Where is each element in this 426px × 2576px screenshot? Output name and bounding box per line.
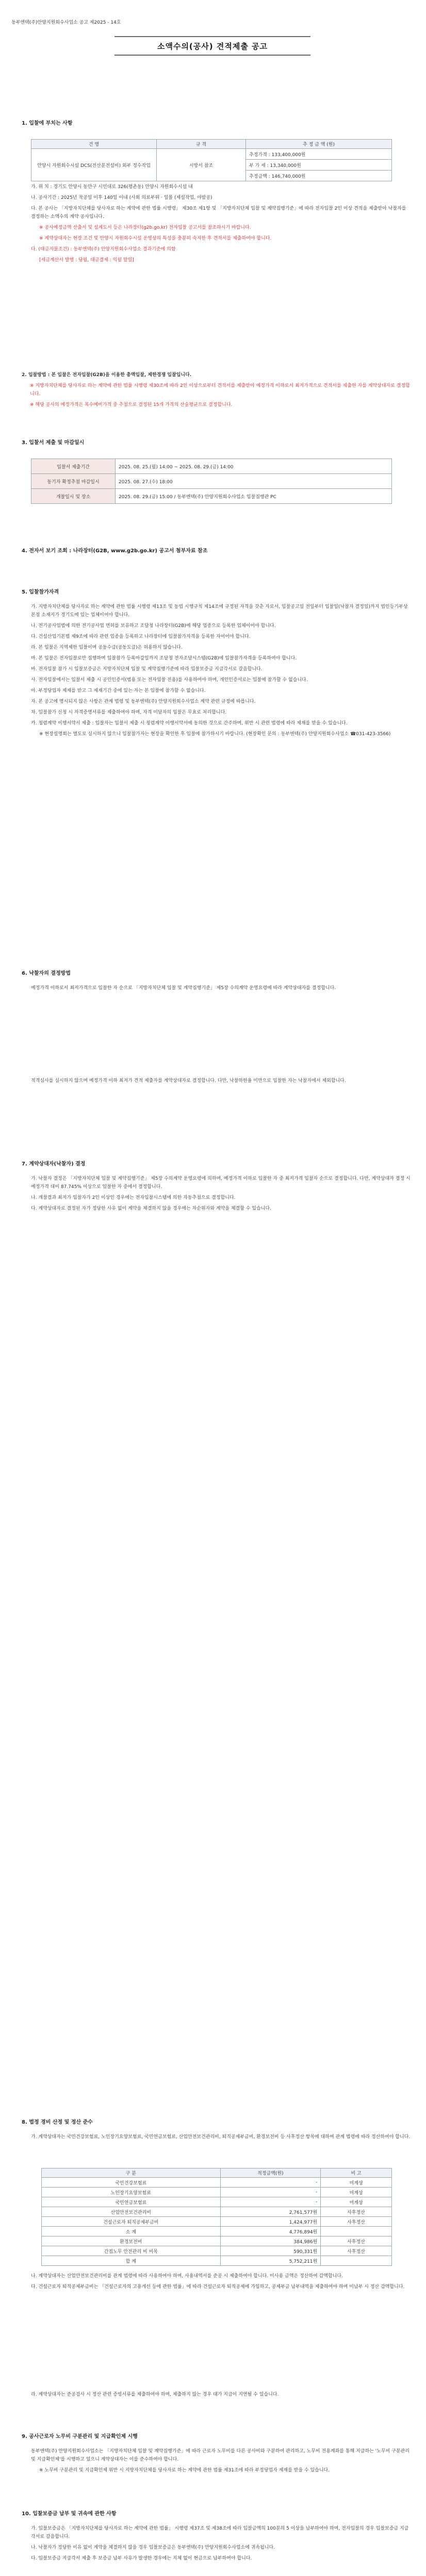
section-10-heading: 10. 입찰보증금 납부 및 귀속에 관한 사항	[22, 2511, 117, 2517]
s9-para: 동부엔텍(주) 안양지원회수사업소는 「지방자치단체 입찰 및 계약집행기준」에 따라 근로자 노무비를 다른 공사비와 구분하여 관리하고, 노무비 전용계좌를 통해 지급하는 '노무비 구분관리 및 지급확인제'를 시행하고 있으니 계약상대자는 이를 준수하여야 합니다.	[31, 2449, 409, 2462]
cost-category: 국민연금보험료	[42, 2197, 221, 2207]
section-4: 4. 전자서 보기 조회 : 나라장터(G2B, www.g2b.go.kr) 공고서 첨부자료 참조	[22, 548, 208, 554]
s5-item: 사. 전자입찰에서는 입찰서 제출 시 공인인증서(범용 또는 전자입찰 전용)를 사용하여야 하며, 개인인증서로는 입찰에 참가할 수 없습니다.	[31, 677, 308, 683]
s7-item: 가. 낙찰자 결정은 「지방자치단체 입찰 및 계약집행기준」 제5장 수의계약 운영요령에 의하며, 예정가격 이하로 입찰한 자 중 최저가격 입찰자 순으로 결정합니다. 다만, 계약상대자 결정 시 예정가격 대비 87.745% 이상으로 입찰한 자 중에서 결정합니다.	[31, 1176, 411, 1190]
col-name: 건 명	[31, 140, 157, 149]
s2-note: ※ 해당 공사의 예정가격은 복수예비가격 중 추첨으로 결정된 15개 가격의 산술평균으로 결정합니다.	[30, 402, 233, 408]
col-spec: 규 격	[157, 140, 246, 149]
s8-intro: 가. 계약상대자는 국민건강보험료, 노인장기요양보험료, 국민연금보험료, 산업안전보건관리비, 퇴직공제부금비, 환경보전비 등 사후정산 항목에 대하여 관계 법령에 따라 정산하여야 합니다.	[31, 2134, 411, 2140]
s2-text: 2. 입찰방법 : 본 입찰은 전자입찰(G2B)을 이용한 총액입찰, 제한경쟁 입찰입니다.	[22, 372, 192, 378]
cost-remark: 사후정산	[321, 2217, 392, 2227]
schedule-label: 동기자 확정추첨 마감일시	[31, 474, 116, 489]
cost-amount: 5,752,211원	[220, 2256, 321, 2266]
s5-item: 카. 청렴계약 이행서약서 제출 : 입찰자는 입찰서 제출 시 청렴계약 이행서약서에 동의한 것으로 간주하며, 위반 시 관련 법령에 따라 제재를 받을 수 있습니다.	[31, 721, 348, 726]
s5-item: 자. 본 공고에 명시되지 않은 사항은 관계 법령 및 동부엔텍(주) 안양지원회수사업소 계약 관련 규정에 따릅니다.	[31, 699, 256, 704]
cost-amount: 384,986원	[220, 2236, 321, 2246]
section-8-intro	[31, 2133, 411, 2144]
est-vat: 부 가 세 : 13,340,000원	[246, 160, 392, 171]
section-6-body	[31, 984, 411, 995]
schedule-value: 2025. 08. 27.(수) 18:00	[116, 474, 392, 489]
cost-category: 간접노무 안전관리 비 비목	[42, 2246, 221, 2256]
s2-note: ※ 지방자치단체를 당사자로 하는 계약에 관한 법률 시행령 제30조에 따라 2인 이상으로부터 견적서를 제출받아 예정가격 이하로서 최저가격으로 견적서를 제출한 자를 계약상대자로 결정합니다.	[30, 383, 410, 397]
s7-item: 나. 개찰결과 최저가 입찰자가 2인 이상인 경우에는 전자입찰시스템에 의한 자동추첨으로 결정합니다.	[31, 1195, 236, 1200]
cost-remark	[321, 2256, 392, 2266]
s5-note: ※ 현장설명회는 별도로 실시하지 않으니 입찰참가자는 현장을 확인한 후 입찰에 참가하시기 바랍니다. (현장확인 문의 : 동부엔텍(주) 안양지원회수사업소 ☎031-423-3566)	[39, 732, 391, 737]
section-3-heading: 3. 입찰서 제출 및 마감일시	[22, 440, 85, 446]
s5-item: 바. 전자입찰 참가 시 입찰보증금은 지방자치단체 입찰 및 계약집행기준에 따라 입찰보증금 지급각서로 갈음합니다.	[31, 667, 263, 672]
cost-remark	[321, 2227, 392, 2236]
schedule-table	[31, 459, 392, 504]
s8-item: 다. 건설근로자 퇴직공제부금비는 「건설근로자의 고용개선 등에 관한 법률」에 따라 건설근로자 퇴직공제에 가입하고, 공제부금 납부내역을 제출하여야 하며 미납부 시 정산 감액합니다.	[31, 2284, 405, 2290]
s1-line: [세금계산서 발행 : 당월, 대금결제 : 익월 말일]	[39, 258, 134, 263]
cost-amount: -	[220, 2178, 321, 2188]
s7-item: 다. 계약상대자로 결정된 자가 정당한 사유 없이 계약을 체결하지 않을 경우에는 차순위자와 계약을 체결할 수 있습니다.	[31, 1206, 271, 1211]
section-5-body	[31, 603, 411, 741]
cost-category: 국민건강보험료	[42, 2178, 221, 2188]
section-10-body	[31, 2524, 411, 2565]
s6-para: 적격심사를 실시하지 않으며 예정가격 이하 최저가 견적 제출자를 계약상대자로 결정합니다. 다만, 낙찰하한율 미만으로 입찰한 자는 낙찰자에서 제외합니다.	[31, 1078, 346, 1083]
est-price: 추정가격 : 133,400,000원	[246, 149, 392, 160]
section-1-heading: 1. 입찰에 부치는 사항	[22, 121, 73, 126]
col-remark: 비 고	[321, 2168, 392, 2178]
item-spec: 시방서 참조	[157, 149, 246, 181]
section-5-heading: 5. 입찰참가자격	[22, 589, 59, 595]
section-8-heading: 8. 법정 경비 산정 및 정산 준수	[22, 2120, 93, 2125]
cost-remark: 사후정산	[321, 2207, 392, 2217]
s5-item: 아. 부정당업자 제재를 받고 그 제재기간 중에 있는 자는 본 입찰에 참가할 수 없습니다.	[31, 688, 206, 693]
col-category: 구 분	[42, 2168, 221, 2178]
s1-note: ※ 공사예정금액 산출서 및 설계도서 등은 나라장터(g2b.go.kr) 전자입찰 공고서를 참조하시기 바랍니다.	[39, 225, 251, 230]
section-2	[22, 371, 411, 412]
item-name: 안양시 자원회수시설 DCS(전산분전설비) 외부 정수작업	[31, 149, 157, 181]
cost-category: 환경보전비	[42, 2236, 221, 2246]
schedule-value: 2025. 08. 25.(월) 14:00 ~ 2025. 08. 29.(금) 14:00	[116, 459, 392, 474]
cost-amount: -	[220, 2197, 321, 2207]
s1-note: ※ 계약상대자는 현장 조건 및 안양시 자원회수시설 운영상의 특성을 충분히 숙지한 후 견적서를 제출하여야 합니다.	[39, 236, 272, 241]
cost-category: 노인장기요양보험료	[42, 2188, 221, 2197]
bid-item-table	[31, 139, 392, 181]
s1-line: 다. 본 공사는 「지방자치단체를 당사자로 하는 계약에 관한 법률 시행령」 제30조 제1항 및 「지방자치단체 입찰 및 계약집행기준」에 따라 전자입찰 2인 이상 견적을 제출받아 낙찰자를 결정하는 소액수의 계약 공사입니다.	[31, 206, 406, 219]
col-amount: 적정금액(원)	[220, 2168, 321, 2178]
s1-line: 나. 공사기간 : 2025년 착공일 이후 140일 이내 (사회 의료부위 · 일몰 (제설작업, 야밤공)	[31, 195, 212, 200]
section-8-body-2	[31, 2391, 411, 2401]
schedule-value: 2025. 08. 29.(금) 15:00 / 동부엔텍(주) 안양지원회수사업소 입찰집행관 PC	[116, 489, 392, 504]
s6-para: 예정가격 이하로서 최저가격으로 입찰한 자 순으로 「지방자치단체 입찰 및 계약집행기준」 제5장 수의계약 운영요령에 따라 계약상대자를 결정합니다.	[31, 986, 336, 991]
section-7-body	[31, 1175, 411, 1215]
cost-amount: 1,424,977원	[220, 2217, 321, 2227]
cost-category: 산업안전보건관리비	[42, 2207, 221, 2217]
section-8-body	[31, 2272, 411, 2294]
s1-line: 다. (대금지불조건) : 동부엔텍(주) 안양지원회수사업소 결과기준에 의함	[31, 247, 176, 252]
s9-note: ※ 노무비 구분관리 및 지급확인제 위반 시 지방자치단체를 당사자로 하는 계약에 관한 법률 제31조에 따라 부정당업자 제재를 받을 수 있습니다.	[39, 2468, 330, 2473]
s8-item: 라. 계약상대자는 준공검사 시 정산 관련 증빙서류를 제출하여야 하며, 제출하지 않는 경우 대가 지급이 지연될 수 있습니다.	[31, 2392, 279, 2397]
notice-number: 동부엔텍(주)안양지원회수사업소 공고 제2025 - 14호	[11, 20, 121, 25]
statutory-cost-table	[41, 2168, 392, 2266]
cost-category: 소 계	[42, 2227, 221, 2236]
s5-item: 나. 전기공사업법에 의한 전기공사업 면허를 보유하고 조달청 나라장터(G2B)에 해당 업종으로 등록한 업체이어야 합니다.	[31, 623, 276, 629]
cost-category: 합 계	[42, 2256, 221, 2266]
s10-item: 다. 입찰보증금 지급각서 제출 후 보증금 납부 사유가 발생한 경우에는 지체 없이 현금으로 납부하여야 합니다.	[31, 2556, 252, 2561]
s5-item: 가. 지방자치단체를 당사자로 하는 계약에 관한 법률 시행령 제13조 및 동법 시행규칙 제14조에 규정된 자격을 갖춘 자로서, 입찰공고일 전일부터 입찰일(낙찰자 결정일)까지 법인등기부상 본점 소재지가 경기도에 있는 업체이어야 합니다.	[31, 604, 408, 618]
s10-item: 나. 낙찰자가 정당한 이유 없이 계약을 체결하지 않을 경우 입찰보증금은 동부엔텍(주) 안양지원회수사업소에 귀속됩니다.	[31, 2545, 275, 2550]
cost-remark: 미계상	[321, 2188, 392, 2197]
s5-item: 차. 입찰참가 신청 시 자격증명서류를 제출하여야 하며, 자격 미달자의 입찰은 무효로 처리합니다.	[31, 710, 227, 715]
cost-amount: 2,761,577원	[220, 2207, 321, 2217]
cost-category: 건설근로자 퇴직공제부금비	[42, 2217, 221, 2227]
cost-amount: 4,776,894원	[220, 2227, 321, 2236]
section-7-heading: 7. 계약상대자(낙찰자) 결정	[22, 1161, 86, 1167]
s8-item: 나. 계약상대자는 산업안전보건관리비를 관계 법령에 따라 사용하여야 하며, 사용내역서를 준공 시 제출하여야 합니다. 미사용 금액은 정산하여 감액합니다.	[31, 2274, 343, 2279]
s5-item: 마. 본 입찰은 전자입찰로만 집행하며 입찰참가 등록마감일까지 조달청 전자조달시스템(G2B)에 입찰참가자격을 등록하여야 합니다.	[31, 656, 297, 661]
cost-remark: 사후정산	[321, 2236, 392, 2246]
cost-remark: 미계상	[321, 2197, 392, 2207]
col-estimate: 추 정 금 액 (원)	[246, 140, 392, 149]
s5-item: 라. 본 입찰은 지역제한 입찰이며 공동수급(공동도급)은 허용하지 않습니다.	[31, 645, 183, 650]
s10-item: 가. 입찰보증금은 「지방자치단체를 당사자로 하는 계약에 관한 법률」 시행령 제37조 및 제38조에 따라 입찰금액의 100분의 5 이상을 납부하여야 하며, 전자입찰의 경우 입찰보증금 지급각서로 갈음합니다.	[31, 2526, 409, 2539]
est-total: 추정금액 : 146,740,000원	[246, 171, 392, 181]
page-title: 소액수의(공사) 견적제출 공고	[114, 36, 310, 56]
schedule-label: 입찰서 제출기간	[31, 459, 116, 474]
schedule-label: 개찰일시 및 장소	[31, 489, 116, 504]
cost-amount: -	[220, 2188, 321, 2197]
s1-line: 가. 위 치 : 경기도 안양시 동안구 시민대로 326(평촌동) 안양시 자원회수시설 내	[31, 184, 193, 190]
cost-amount: 590,331원	[220, 2246, 321, 2256]
cost-remark: 미계상	[321, 2178, 392, 2188]
s5-item: 다. 건설산업기본법 제9조에 따라 관련 업종을 등록하고 나라장터에 입찰참가자격을 등록한 자이어야 합니다.	[31, 634, 251, 639]
section-9-body	[31, 2447, 411, 2477]
section-1-body	[31, 183, 411, 267]
section-9-heading: 9. 공사근로자 노무비 구분관리 및 지급확인제 시행	[22, 2434, 138, 2439]
cost-remark: 사후정산	[321, 2246, 392, 2256]
section-6-body-2	[31, 1077, 411, 1088]
section-6-heading: 6. 낙찰자의 결정방법	[22, 971, 71, 976]
